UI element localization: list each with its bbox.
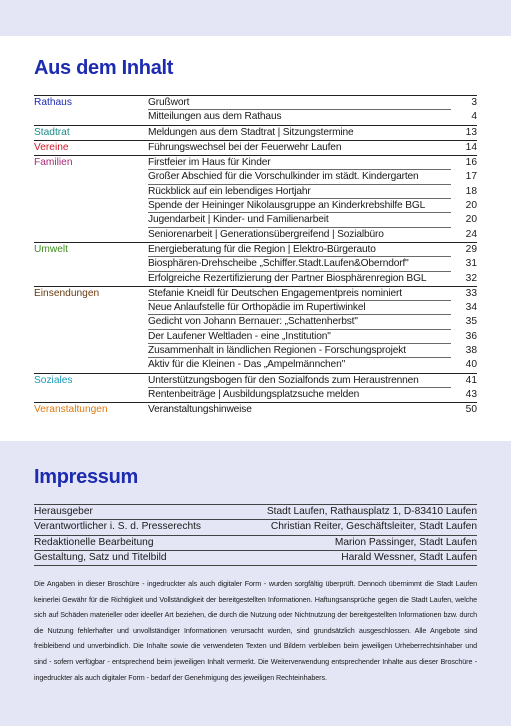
toc-entry-title: Firstfeier im Haus für Kinder (148, 156, 451, 170)
toc-page-number: 20 (465, 200, 477, 212)
toc-page-number: 14 (465, 141, 477, 153)
toc-entry-title: Aktiv für die Kleinen - Das „Ampelmännchen" (148, 359, 346, 371)
toc-entry-title: Großer Abschied für die Vorschulkinder im städt. Kindergarten (148, 170, 451, 184)
toc-page-number: 31 (465, 258, 477, 270)
toc-page-number: 29 (465, 243, 477, 255)
toc-page-number: 20 (465, 214, 477, 226)
toc-entry-title: Unterstützungsbogen für den Sozialfonds zum Heraustrennen (148, 374, 451, 388)
toc-row[interactable] (34, 141, 477, 155)
toc-row[interactable] (34, 170, 477, 184)
toc-row[interactable] (34, 126, 477, 140)
toc-category-spacer (34, 257, 148, 271)
impressum-label: Redaktionelle Bearbeitung (34, 536, 154, 548)
toc-category: Familien (34, 157, 73, 169)
impressum-row (34, 520, 477, 535)
toc-category: Umwelt (34, 243, 68, 255)
toc-category-spacer (34, 301, 148, 315)
toc-page-number: 33 (465, 287, 477, 299)
toc-entry-title: Veranstaltungshinweise (148, 404, 252, 416)
toc-row[interactable] (34, 287, 477, 301)
toc-row[interactable] (34, 374, 477, 388)
toc-entry-title: Neue Anlaufstelle für Orthopädie im Rupertiwinkel (148, 301, 451, 315)
toc-row[interactable] (34, 301, 477, 315)
toc-section (34, 140, 477, 155)
toc-section (34, 155, 477, 242)
disclaimer-text: Die Angaben in dieser Broschüre - ingedruckter als auch digitaler Form - wurden sorgfältig überprüft. Dennoch übernimmt die Stadt Laufen keinerlei Gewähr für die Richtigkeit und Vollständigkeit der bereitgestellten Informationen. Haftungsansprüche gegen die Stadt Laufen, welche sich auf Schäden materieller oder ideeller Art beziehen, die durch die Nutzung oder Nichtnutzung der bereitgestellten Informationen bzw. durch die Nutzung fehlerhafter und unvollständiger Informationen verursacht wurden, sind grundsätzlich ausgeschlossen. Alle Angebote sind freibleibend und unverbindlich. Die Inhalte sowie die verwendeten Texten und Bildern verbleiben beim jeweiligen Urheberrechtsinhaber und sind - sofern verfügbar - entsprechend beim jeweiligen Inhalt vermerkt. Die Weiterverwendung entsprechender Inhalte aus dieser Broschüre - ingedruckter als auch digitaler Form - bedarf der Genehmigung des jeweiligen Rechteinhabers. (34, 579, 477, 682)
toc-category: Soziales (34, 374, 73, 386)
toc-entry-title: Der Laufener Weltladen - eine „Institution" (148, 330, 451, 344)
toc-row[interactable] (34, 199, 477, 213)
toc-page-number: 13 (465, 126, 477, 138)
toc-row[interactable] (34, 228, 477, 242)
toc-page-number: 36 (465, 330, 477, 342)
toc-entry-title: Führungswechsel bei der Feuerwehr Laufen (148, 141, 342, 153)
impressum-label: Gestaltung, Satz und Titelbild (34, 551, 167, 563)
toc-category-spacer (34, 199, 148, 213)
toc-category-spacer (34, 213, 148, 227)
toc-row[interactable] (34, 213, 477, 227)
impressum-table (34, 504, 477, 566)
impressum-value: Stadt Laufen, Rathausplatz 1, D-83410 Laufen (266, 506, 477, 517)
toc-row[interactable] (34, 156, 477, 170)
toc-page-number: 4 (471, 111, 477, 123)
toc-row[interactable] (34, 110, 477, 124)
toc-page-number: 38 (465, 345, 477, 357)
impressum-row (34, 504, 477, 520)
toc-page-number: 16 (465, 157, 477, 169)
toc-page-number: 34 (465, 302, 477, 314)
toc-category: Rathaus (34, 97, 72, 108)
toc-category-spacer (34, 272, 148, 286)
toc-category-spacer (34, 344, 148, 358)
toc-entry-title: Stefanie Kneidl für Deutschen Engagementpreis nominiert (148, 287, 451, 301)
toc-row[interactable] (34, 388, 477, 402)
toc-page-number: 18 (465, 185, 477, 197)
table-of-contents (34, 95, 477, 418)
toc-category-spacer (34, 315, 148, 329)
toc-category-spacer (34, 170, 148, 184)
toc-row[interactable] (34, 315, 477, 329)
impressum-title: Impressum (34, 466, 139, 488)
toc-entry-title: Grußwort (148, 96, 451, 110)
toc-page-number: 50 (465, 404, 477, 416)
toc-title: Aus dem Inhalt (34, 57, 174, 79)
toc-category: Vereine (34, 141, 69, 153)
toc-entry-title: Spende der Heininger Nikolausgruppe an Kinderkrebshilfe BGL (148, 199, 451, 213)
toc-entry-title: Zusammenhalt in ländlichen Regionen - Forschungsprojekt (148, 344, 451, 358)
toc-row[interactable] (34, 257, 477, 271)
toc-category: Einsendungen (34, 287, 100, 299)
top-band (0, 0, 511, 36)
toc-entry-title: Erfolgreiche Rezertifizierung der Partner Biosphärenregion BGL (148, 272, 427, 284)
toc-section (34, 125, 477, 140)
toc-section (34, 242, 477, 286)
toc-page-number: 35 (465, 316, 477, 328)
toc-category-spacer (34, 110, 148, 124)
toc-entry-title: Gedicht von Johann Bernauer: „Schattenherbst" (148, 315, 451, 329)
toc-category: Stadtrat (34, 126, 70, 138)
toc-section (34, 286, 477, 373)
toc-page-number: 24 (465, 228, 477, 240)
toc-section (34, 373, 477, 403)
impressum-value: Harald Wessner, Stadt Laufen (341, 551, 477, 563)
toc-row[interactable] (34, 96, 477, 110)
toc-page-number: 43 (465, 388, 477, 400)
toc-page-number: 40 (465, 359, 477, 371)
toc-entry-title: Rückblick auf ein lebendiges Hortjahr (148, 185, 451, 199)
toc-entry-title: Mitteilungen aus dem Rathaus (148, 111, 282, 123)
toc-page-number: 17 (465, 171, 477, 183)
toc-row[interactable] (34, 344, 477, 358)
toc-page-number: 32 (465, 272, 477, 284)
toc-category: Veranstaltungen (34, 404, 108, 416)
toc-row[interactable] (34, 358, 477, 372)
impressum-label: Herausgeber (34, 506, 93, 517)
toc-category-spacer (34, 185, 148, 199)
toc-entry-title: Biosphären-Drehscheibe „Schiffer.Stadt.Laufen&Oberndorf" (148, 257, 451, 271)
toc-category-spacer (34, 358, 148, 372)
toc-row[interactable] (34, 330, 477, 344)
toc-page-number: 41 (465, 374, 477, 386)
toc-category-spacer (34, 388, 148, 402)
toc-page-number: 3 (471, 97, 477, 108)
impressum-value: Marion Passinger, Stadt Laufen (334, 536, 477, 548)
toc-entry-title: Seniorenarbeit | Generationsübergreifend | Sozialbüro (148, 228, 384, 240)
toc-category-spacer (34, 330, 148, 344)
toc-entry-title: Jugendarbeit | Kinder- und Familienarbeit (148, 213, 451, 227)
impressum-row (34, 536, 477, 551)
toc-row[interactable] (34, 185, 477, 199)
toc-category-spacer (34, 228, 148, 242)
toc-section (34, 402, 477, 417)
toc-section (34, 95, 477, 125)
toc-entry-title: Meldungen aus dem Stadtrat | Sitzungstermine (148, 126, 354, 138)
toc-row[interactable] (34, 243, 477, 257)
toc-entry-title: Rentenbeiträge | Ausbildungsplatzsuche melden (148, 388, 360, 400)
toc-row[interactable] (34, 403, 477, 417)
impressum-value: Christian Reiter, Geschäftsleiter, Stadt Laufen (270, 521, 477, 533)
toc-row[interactable] (34, 272, 477, 286)
impressum-label: Verantwortlicher i. S. d. Presserechts (34, 521, 202, 533)
toc-entry-title: Energieberatung für die Region | Elektro-Bürgerauto (148, 243, 451, 257)
impressum-row (34, 551, 477, 566)
